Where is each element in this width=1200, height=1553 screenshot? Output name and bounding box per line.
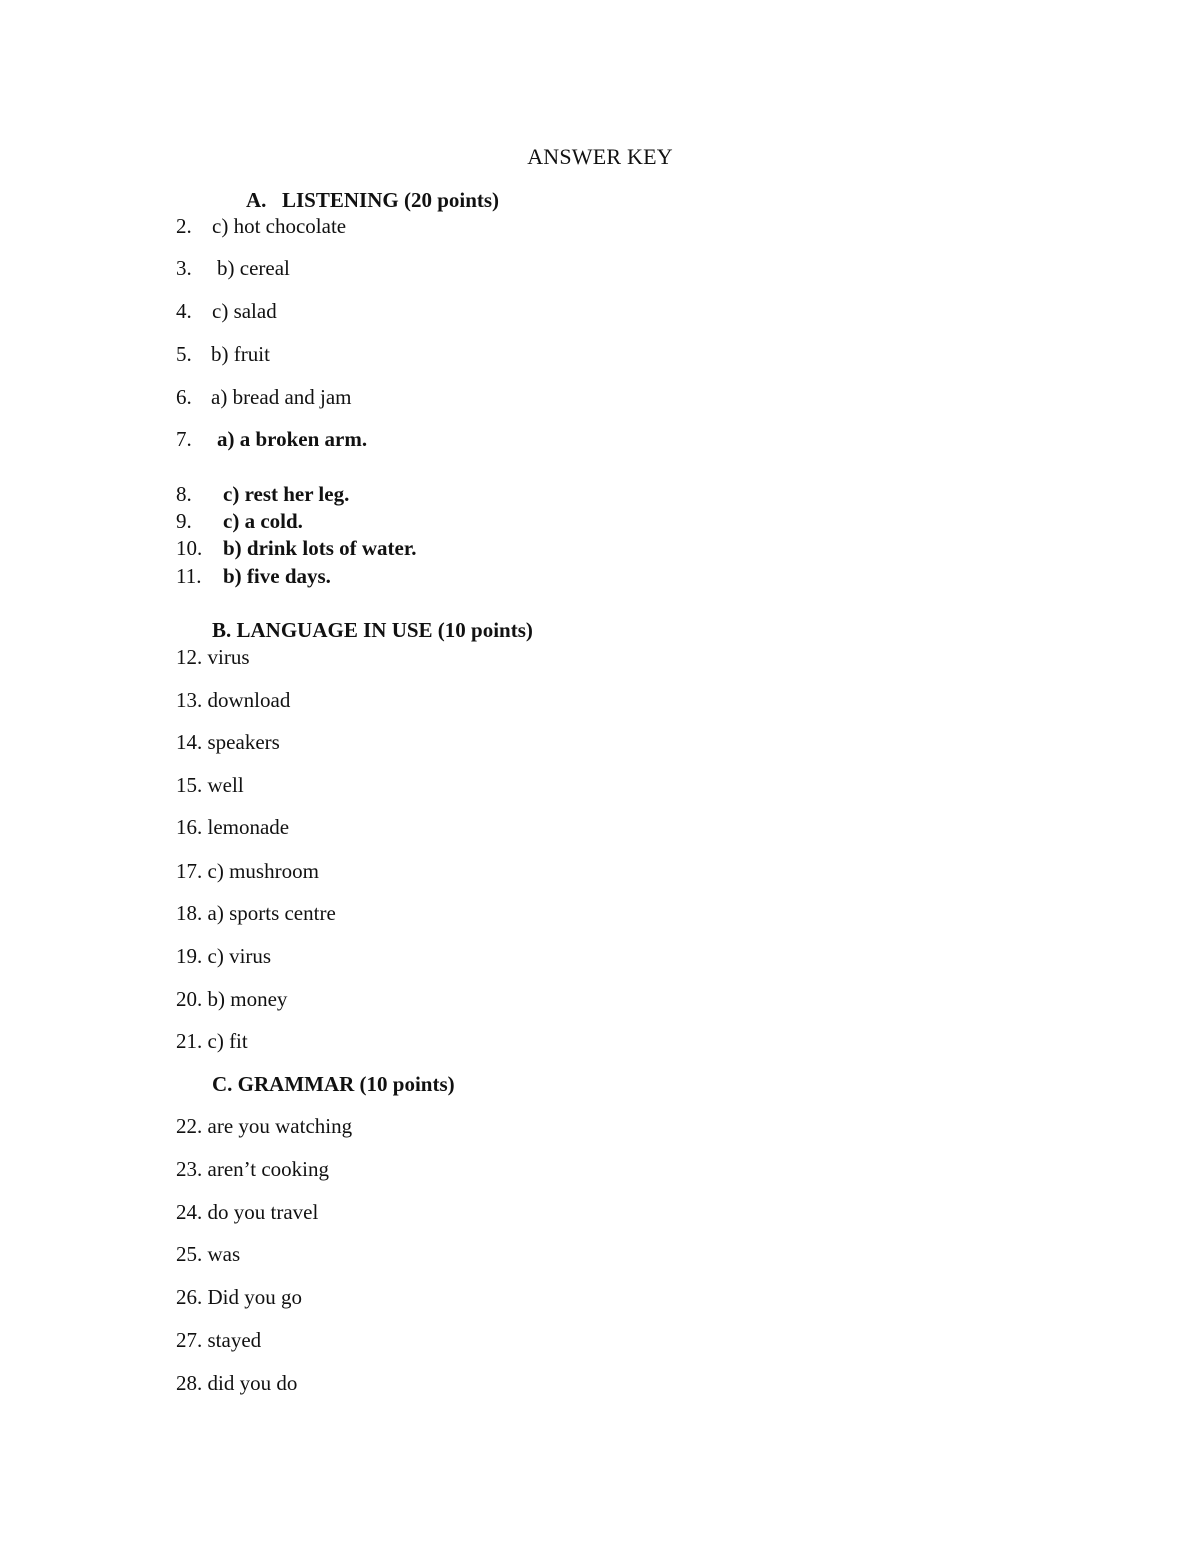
section-title: LISTENING (20 points) — [282, 188, 500, 212]
section-heading-language-in-use: B. LANGUAGE IN USE (10 points) — [212, 618, 533, 642]
item-number: 23. — [176, 1157, 203, 1181]
item-answer: c) mushroom — [207, 859, 319, 883]
list-item — [176, 340, 270, 368]
item-answer: b) cereal — [217, 256, 290, 280]
item-number: 20. — [176, 987, 203, 1011]
item-answer: do you travel — [207, 1200, 319, 1224]
list-item — [176, 1369, 297, 1397]
item-number: 18. — [176, 901, 203, 925]
list-item — [176, 562, 331, 590]
item-number: 16. — [176, 815, 203, 839]
item-number: 15. — [176, 773, 203, 797]
list-item — [176, 297, 277, 325]
page-title: ANSWER KEY — [527, 144, 673, 169]
item-number: 21. — [176, 1029, 203, 1053]
item-number: 14. — [176, 730, 203, 754]
item-answer: aren’t cooking — [207, 1157, 329, 1181]
item-number: 10. — [176, 536, 203, 560]
list-item — [176, 1027, 248, 1055]
item-number: 9. — [176, 509, 192, 533]
item-number: 3. — [176, 256, 192, 280]
item-answer: c) fit — [207, 1029, 248, 1053]
list-item — [176, 480, 349, 508]
item-answer: c) virus — [207, 944, 272, 968]
item-answer: virus — [207, 645, 250, 669]
item-number: 5. — [176, 342, 192, 366]
item-answer: download — [207, 688, 291, 712]
item-answer: b) money — [207, 987, 288, 1011]
item-number: 17. — [176, 859, 203, 883]
item-number: 6. — [176, 385, 192, 409]
item-number: 2. — [176, 214, 192, 238]
item-number: 8. — [176, 482, 192, 506]
item-number: 12. — [176, 645, 203, 669]
item-answer: b) drink lots of water. — [223, 536, 417, 560]
item-number: 13. — [176, 688, 203, 712]
list-item — [176, 771, 244, 799]
item-answer: c) a cold. — [223, 509, 303, 533]
item-number: 24. — [176, 1200, 203, 1224]
item-answer: well — [207, 773, 244, 797]
list-item — [176, 728, 280, 756]
item-answer: speakers — [207, 730, 280, 754]
item-number: 7. — [176, 427, 192, 451]
section-heading-listening — [246, 186, 499, 214]
list-item — [176, 643, 250, 671]
item-number: 28. — [176, 1371, 203, 1395]
list-item — [176, 1198, 318, 1226]
list-item — [176, 1155, 329, 1183]
item-answer: stayed — [207, 1328, 262, 1352]
list-item — [176, 1112, 352, 1140]
item-answer: a) sports centre — [207, 901, 336, 925]
item-answer: lemonade — [207, 815, 290, 839]
list-item — [176, 254, 290, 282]
item-answer: c) rest her leg. — [223, 482, 350, 506]
item-answer: c) hot chocolate — [212, 214, 347, 238]
item-answer: b) fruit — [211, 342, 270, 366]
list-item — [176, 1240, 240, 1268]
item-answer: Did you go — [207, 1285, 302, 1309]
list-item — [176, 1326, 261, 1354]
list-item — [176, 534, 416, 562]
list-item — [176, 985, 287, 1013]
item-number: 26. — [176, 1285, 203, 1309]
item-number: 27. — [176, 1328, 203, 1352]
list-item — [176, 507, 303, 535]
item-answer: are you watching — [207, 1114, 353, 1138]
item-number: 22. — [176, 1114, 203, 1138]
list-item — [176, 813, 289, 841]
item-answer: a) a broken arm. — [217, 427, 368, 451]
list-item — [176, 942, 271, 970]
item-number: 4. — [176, 299, 192, 323]
list-item — [176, 686, 290, 714]
item-number: 19. — [176, 944, 203, 968]
item-number: 11. — [176, 564, 202, 588]
list-item — [176, 425, 367, 453]
list-item — [176, 1283, 302, 1311]
list-item — [176, 857, 319, 885]
item-number: 25. — [176, 1242, 203, 1266]
item-answer: c) salad — [212, 299, 277, 323]
list-item — [176, 383, 352, 411]
section-heading-grammar: C. GRAMMAR (10 points) — [212, 1072, 455, 1096]
list-item — [176, 899, 336, 927]
item-answer: was — [207, 1242, 241, 1266]
section-letter: A. — [246, 188, 267, 212]
list-item — [176, 212, 346, 240]
item-answer: did you do — [207, 1371, 298, 1395]
item-answer: a) bread and jam — [211, 385, 352, 409]
item-answer: b) five days. — [223, 564, 331, 588]
